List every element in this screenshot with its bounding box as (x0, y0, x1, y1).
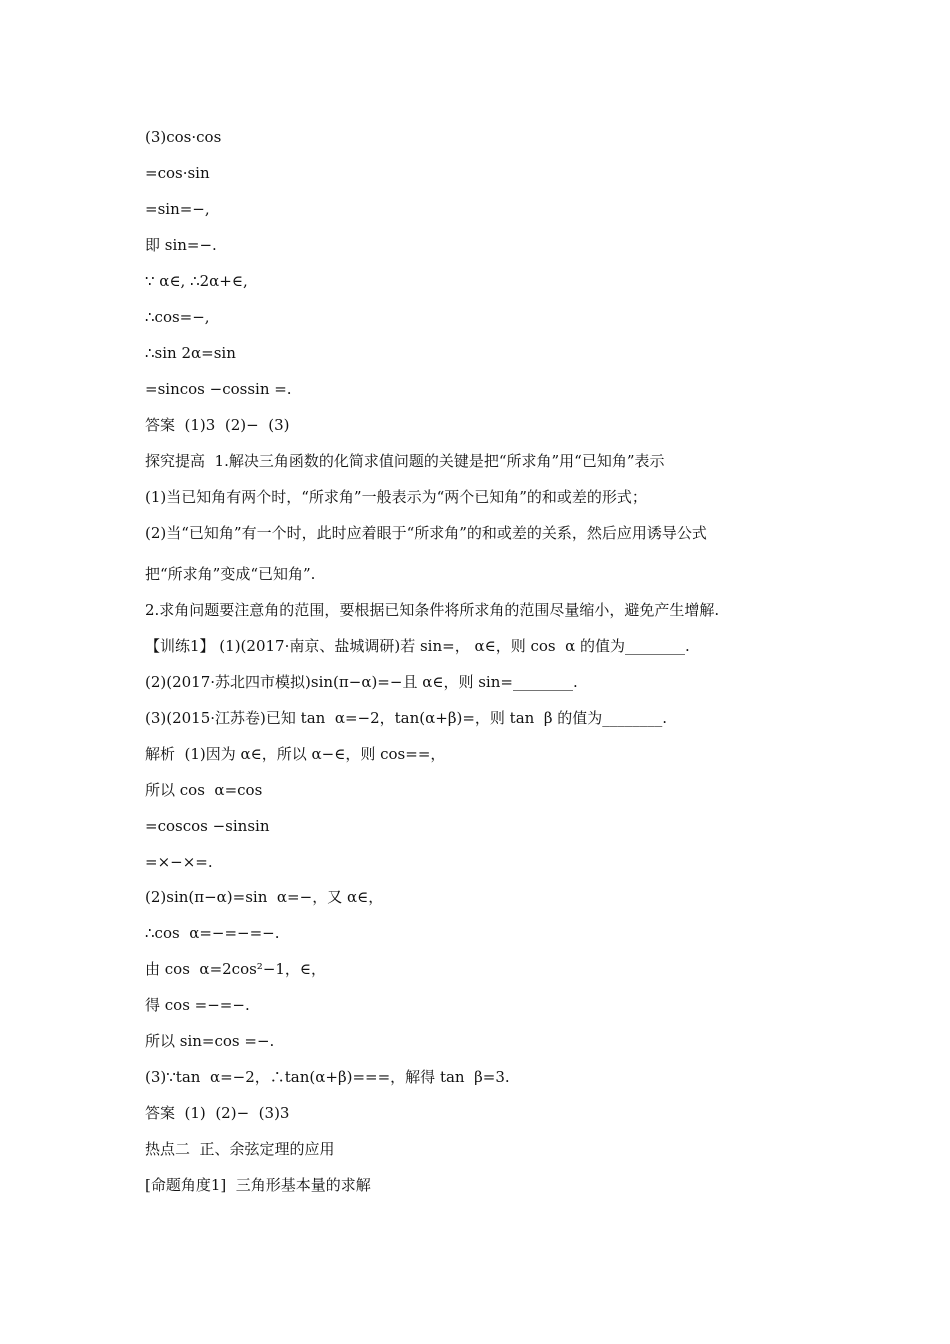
text-line: (1)当已知角有两个时，“所求角”一般表示为“两个已知角”的和或差的形式； (145, 488, 647, 506)
text-line: 把“所求角”变成“已知角”. (145, 565, 316, 583)
text-line: (3)cos·cos (145, 128, 222, 146)
text-line: =sin=−, (145, 200, 210, 218)
text-line: =cos·sin (145, 164, 210, 182)
exercise-line: (3)(2015·江苏卷)已知 tan α=−2，tan(α+β)=，则 tan β 的值为________. (145, 709, 668, 727)
answer-line: 答案 (1) (2)− (3)3 (145, 1104, 290, 1122)
text-line: 由 cos α=2cos²−1，∈， (145, 960, 327, 978)
text-line: =×−×=. (145, 853, 213, 871)
text-line: (2)sin(π−α)=sin α=−，又 α∈， (145, 888, 384, 906)
text-line: ∴sin 2α=sin (145, 344, 236, 362)
text-line: 所以 sin=cos =−. (145, 1032, 275, 1050)
text-line: ∴cos=−, (145, 308, 210, 326)
text-line: =coscos −sinsin (145, 817, 270, 835)
text-line: (2)当“已知角”有一个时，此时应着眼于“所求角”的和或差的关系，然后应用诱导公式 (145, 524, 707, 542)
text-line: 探究提高 1.解决三角函数的化简求值问题的关键是把“所求角”用“已知角”表示 (145, 452, 665, 470)
section-heading: 热点二 正、余弦定理的应用 (145, 1140, 335, 1158)
exercise-line: 【训练1】 (1)(2017·南京、盐城调研)若 sin=， α∈，则 cos α 的值为________. (145, 637, 690, 655)
answer-line: 答案 (1)3 (2)− (3) (145, 416, 290, 434)
exercise-line: (2)(2017·苏北四市模拟)sin(π−α)=−且 α∈，则 sin=________. (145, 673, 578, 691)
subsection-heading: [命题角度1] 三角形基本量的求解 (145, 1176, 371, 1194)
text-line: 解析 (1)因为 α∈，所以 α−∈，则 cos==， (145, 745, 446, 763)
text-line: =sincos −cossin =. (145, 380, 292, 398)
text-line: ∴cos α=−=−=−. (145, 924, 280, 942)
text-line: 2.求角问题要注意角的范围，要根据已知条件将所求角的范围尽量缩小，避免产生增解. (145, 601, 720, 619)
text-line: ∵ α∈, ∴2α+∈, (145, 272, 248, 290)
text-line: (3)∵tan α=−2，∴tan(α+β)===，解得 tan β=3. (145, 1068, 510, 1086)
text-line: 即 sin=−. (145, 236, 217, 254)
text-line: 所以 cos α=cos (145, 781, 263, 799)
text-line: 得 cos =−=−. (145, 996, 250, 1014)
